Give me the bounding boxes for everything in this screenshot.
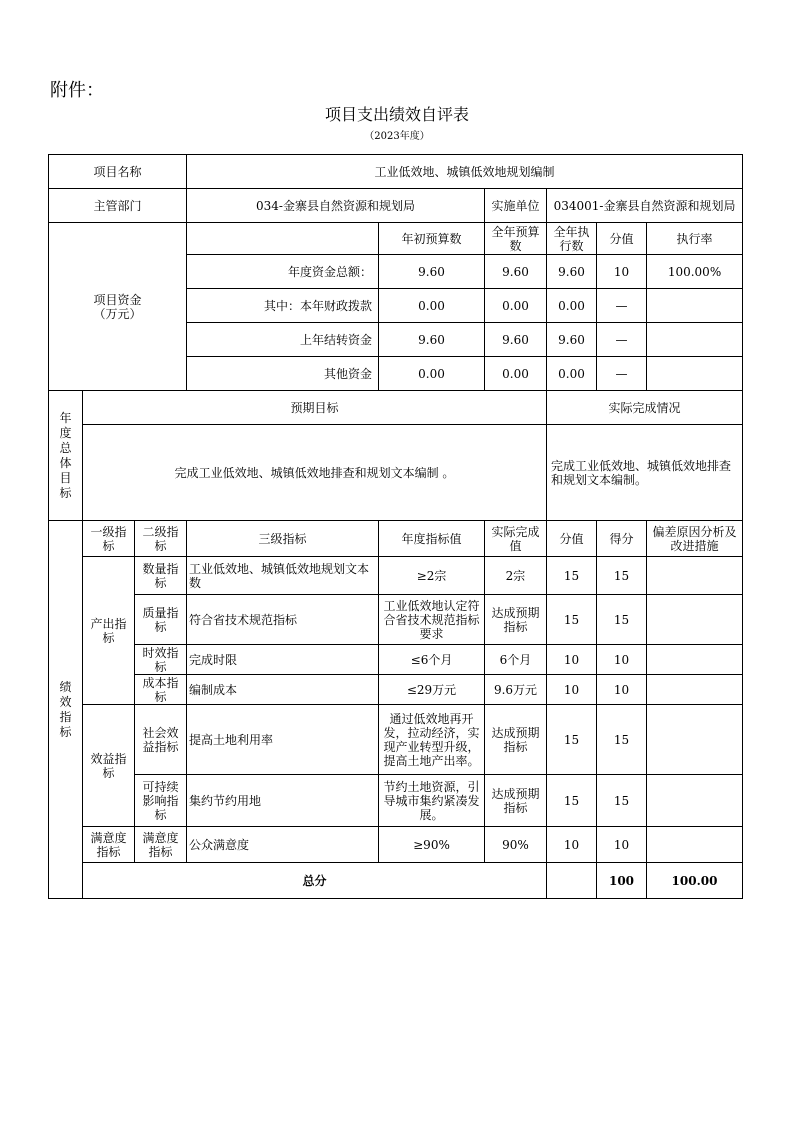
perf-row-score: 10 [597,675,647,705]
perf-row-score: 10 [597,827,647,863]
funds-header-score-value: 分值 [597,223,647,255]
perf-row-l2: 满意度指标 [135,827,187,863]
perf-row-l3: 集约节约用地 [187,775,379,827]
perf-header-actual: 实际完成值 [485,521,547,557]
funds-row-executed: 0.00 [547,357,597,391]
perf-row-score: 10 [597,645,647,675]
perf-row-target: 通过低效地再开发，拉动经济，实现产业转型升级，提高土地产出率。 [379,705,485,775]
project-name-value: 工业低效地、城镇低效地规划编制 [187,155,743,189]
evaluation-table [48,154,743,899]
perf-row-actual: 6个月 [485,645,547,675]
output-indicator-label: 产出指标 [83,557,135,705]
total-blank [547,863,597,899]
perf-row-target: ≥2宗 [379,557,485,595]
perf-row-value: 15 [547,557,597,595]
perf-row-actual: 达成预期指标 [485,775,547,827]
funds-row-rate [647,323,743,357]
perf-row-score: 15 [597,775,647,827]
perf-row-l2: 质量指标 [135,595,187,645]
page-title: 项目支出绩效自评表 [324,105,469,124]
project-name-label: 项目名称 [49,155,187,189]
funds-row-rate [647,357,743,391]
funds-header-annual: 全年预算数 [485,223,547,255]
perf-row-actual: 9.6万元 [485,675,547,705]
perf-row-reason [647,595,743,645]
perf-row-l3: 符合省技术规范指标 [187,595,379,645]
benefit-indicator-label: 效益指标 [83,705,135,827]
perf-row-l3: 完成时限 [187,645,379,675]
perf-header-l2: 二级指标 [135,521,187,557]
funds-header-executed: 全年执行数 [547,223,597,255]
perf-row-value: 15 [547,705,597,775]
perf-row-l2: 可持续影响指标 [135,775,187,827]
perf-row-value: 10 [547,827,597,863]
funds-header-rate: 执行率 [647,223,743,255]
perf-row-score: 15 [597,595,647,645]
perf-row-l2: 数量指标 [135,557,187,595]
funds-row-score-value: 10 [597,255,647,289]
funds-row-initial: 9.60 [379,323,485,357]
perf-row-target: 工业低效地认定符合省技术规范指标要求 [379,595,485,645]
perf-row-actual: 2宗 [485,557,547,595]
perf-row-l3: 公众满意度 [187,827,379,863]
perf-row-actual: 达成预期指标 [485,705,547,775]
funds-row-initial: 0.00 [379,357,485,391]
perf-header-l3: 三级指标 [187,521,379,557]
perf-row-l2: 社会效益指标 [135,705,187,775]
perf-row-reason [647,675,743,705]
impl-unit-value: 034001-金寨县自然资源和规划局 [547,189,743,223]
perf-row-l2: 时效指标 [135,645,187,675]
funds-row-name: 年度资金总额： [187,255,379,289]
funds-row-initial: 9.60 [379,255,485,289]
perf-row-reason [647,705,743,775]
perf-row-reason [647,775,743,827]
perf-row-reason [647,557,743,595]
total-label: 总分 [83,863,547,899]
perf-row-l3: 提高土地利用率 [187,705,379,775]
perf-row-target: ≥90% [379,827,485,863]
perf-header-l1: 一级指标 [83,521,135,557]
goal-expected-text: 完成工业低效地、城镇低效地排查和规划文本编制 。 [83,425,547,521]
funds-row-rate: 100.00% [647,255,743,289]
goal-actual-header: 实际完成情况 [547,391,743,425]
perf-row-l3: 编制成本 [187,675,379,705]
funds-row-annual: 0.00 [485,357,547,391]
funds-row-score-value: — [597,289,647,323]
perf-row-target: ≤29万元 [379,675,485,705]
perf-row-actual: 达成预期指标 [485,595,547,645]
funds-label-text: 项目资金 （万元） [93,292,142,321]
funds-row-annual: 9.60 [485,323,547,357]
funds-row-initial: 0.00 [379,289,485,323]
satisfaction-indicator-label: 满意度指标 [83,827,135,863]
perf-row-actual: 90% [485,827,547,863]
perf-row-value: 10 [547,675,597,705]
total-value: 100 [597,863,647,899]
funds-label [49,223,187,391]
dept-value: 034-金寨县自然资源和规划局 [187,189,485,223]
perf-header-score: 得分 [597,521,647,557]
year-subtitle: （2023年度） [364,131,430,142]
impl-unit-label: 实施单位 [485,189,547,223]
perf-row-target: ≤6个月 [379,645,485,675]
funds-row-annual: 0.00 [485,289,547,323]
dept-label: 主管部门 [49,189,187,223]
perf-header-target: 年度指标值 [379,521,485,557]
perf-row-l3: 工业低效地、城镇低效地规划文本数 [187,557,379,595]
total-score: 100.00 [647,863,743,899]
goal-actual-text: 完成工业低效地、城镇低效地排查和规划文本编制。 [547,425,743,521]
funds-row-score-value: — [597,323,647,357]
goal-label: 年度总体目标 [49,391,83,521]
perf-label: 绩效指标 [49,521,83,899]
perf-header-reason: 偏差原因分析及改进措施 [647,521,743,557]
funds-header-blank [187,223,379,255]
attachment-label: 附件： [50,80,104,101]
perf-row-value: 15 [547,775,597,827]
perf-row-reason [647,645,743,675]
perf-row-score: 15 [597,557,647,595]
perf-row-score: 15 [597,705,647,775]
funds-row-name: 其中：本年财政拨款 [187,289,379,323]
perf-row-value: 15 [547,595,597,645]
funds-row-rate [647,289,743,323]
funds-row-executed: 9.60 [547,255,597,289]
perf-header-value: 分值 [547,521,597,557]
funds-header-initial: 年初预算数 [379,223,485,255]
goal-expected-header: 预期目标 [83,391,547,425]
funds-row-executed: 9.60 [547,323,597,357]
funds-row-name: 其他资金 [187,357,379,391]
funds-row-name: 上年结转资金 [187,323,379,357]
perf-row-value: 10 [547,645,597,675]
perf-row-l2: 成本指标 [135,675,187,705]
perf-row-reason [647,827,743,863]
perf-row-target: 节约土地资源，引导城市集约紧凑发展。 [379,775,485,827]
funds-row-annual: 9.60 [485,255,547,289]
funds-row-executed: 0.00 [547,289,597,323]
funds-row-score-value: — [597,357,647,391]
